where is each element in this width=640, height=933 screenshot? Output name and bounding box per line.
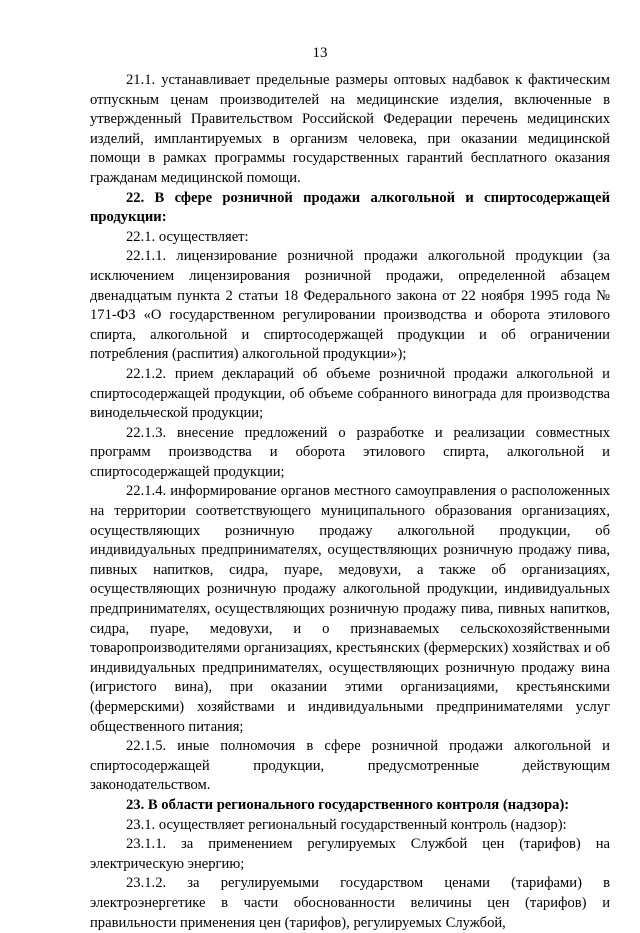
paragraph-23-1: 23.1. осуществляет региональный государственный контроль (надзор): — [126, 816, 567, 833]
paragraph-23-1-1: 23.1.1. за применением регулируемых Службой цен (тарифов) на электрическую энергию; — [90, 836, 610, 872]
paragraph-22-1: 22.1. осуществляет: — [126, 228, 249, 245]
document-body — [90, 71, 610, 933]
paragraph-22-1-1: 22.1.1. лицензирование розничной продажи алкогольной продукции (за исключением лицензирования розничной продажи, определенной абзацем двенадцатым пункта 2 статьи 18 Федерального закона от 22 ноября 1995 года № 171-ФЗ «О государственном регулировании производства и оборота этилового спирта, алкогольной и спиртосодержащей продукции и об ограничении потребления (распития) алкогольной продукции»); — [90, 248, 610, 363]
section-heading-23: 23. В области регионального государственного контроля (надзора): — [126, 796, 570, 813]
page-number: 13 — [312, 45, 328, 61]
paragraph-23-1-2: 23.1.2. за регулируемыми государством ценами (тарифами) в электроэнергетике в части обоснованности величины цен (тарифов) и правильности применения цен (тарифов), регулируемых Службой, — [90, 875, 610, 931]
paragraph-22-1-5: 22.1.5. иные полномочия в сфере розничной продажи алкогольной и спиртосодержащей продукции, предусмотренные действующим законодательством. — [90, 738, 610, 794]
paragraph-22-1-3: 22.1.3. внесение предложений о разработке и реализации совместных программ производства и оборота этилового спирта, алкогольной и спиртосодержащей продукции; — [90, 424, 610, 480]
paragraph-22-1-4: 22.1.4. информирование органов местного самоуправления о расположенных на территории соответствующего муниципального образования организациях, осуществляющих розничную продажу алкогольной продукции, об индивидуальных предпринимателях, осуществляющих розничную продажу пива, пивных напитков, сидра, пуаре, медовухи, а также об организациях, осуществляющих розничную продажу алкогольной продукции, индивидуальных предпринимателях, осуществляющих розничную продажу пива, пивных напитков, сидра, пуаре, медовухи, и о признаваемых сельскохозяйственными товаропроизводителями организациях, крестьянских (фермерских) хозяйствах и об индивидуальных предпринимателях, осуществляющих розничную продажу вина (игристого вина), при оказании этими организациями, крестьянскими (фермерскими) хозяйствами и индивидуальными предпринимателями услуг общественного питания; — [90, 483, 610, 735]
paragraph-22-1-2: 22.1.2. прием деклараций об объеме розничной продажи алкогольной и спиртосодержащей продукции, об объеме собранного винограда для производства винодельческой продукции; — [90, 365, 610, 422]
section-heading-22: 22. В сфере розничной продажи алкогольной и спиртосодержащей продукции: — [90, 189, 610, 226]
paragraph-21-1: 21.1. устанавливает предельные размеры оптовых надбавок к фактическим отпускным ценам производителей на медицинские изделия, включенные в утвержденный Правительством Российской Федерации перечень медицинских изделий, имплантируемых в организм человека, при оказании медицинской помощи в рамках программы государственных гарантий бесплатного оказания гражданам медицинской помощи. — [90, 72, 610, 186]
